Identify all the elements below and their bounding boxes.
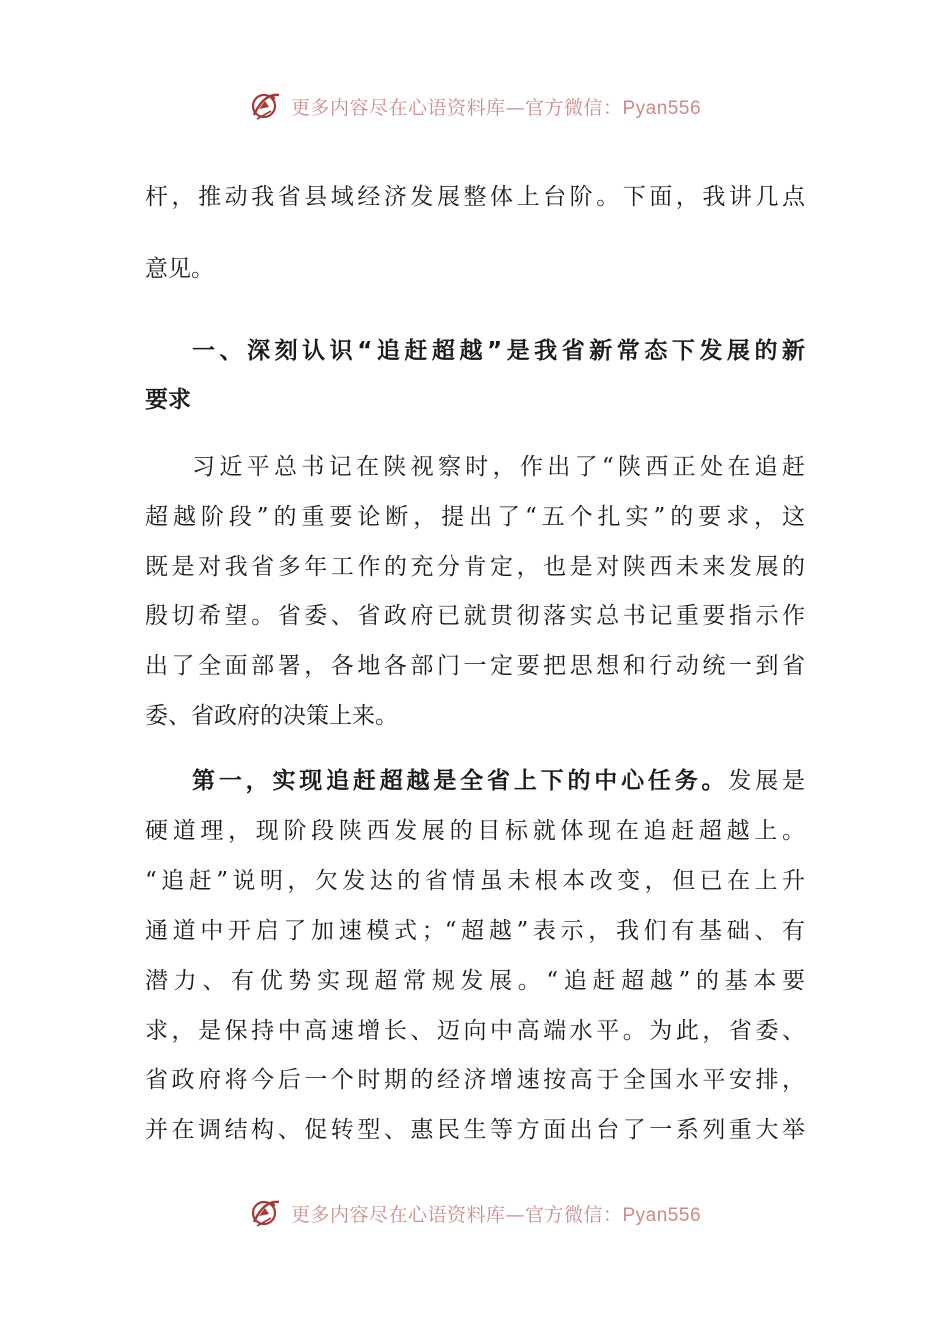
paragraph1-line-5: 出了全面部署，各地各部门一定要把思想和行动统一到省	[145, 653, 805, 679]
paragraph2-line-6: 求，是保持中高速增长、迈向中高端水平。为此，省委、	[145, 1018, 805, 1044]
paragraph2-line-8: 并在调结构、促转型、惠民生等方面出台了一系列重大举	[145, 1117, 805, 1143]
paragraph1-line-6: 委、省政府的决策上来。	[145, 703, 398, 729]
paragraph2-line-2: 硬道理，现阶段陕西发展的目标就体现在追赶超越上。	[145, 818, 805, 844]
paragraph2-line-1-rest: 发展是	[728, 768, 806, 794]
footer-banner	[0, 1193, 950, 1233]
header-banner-text	[291, 93, 701, 120]
paragraph2-line-7: 省政府将今后一个时期的经济增速按高于全国水平安排，	[145, 1067, 805, 1093]
mascot-logo-icon	[249, 89, 283, 123]
paragraph1-line-4: 殷切希望。省委、省政府已就贯彻落实总书记重要指示作	[145, 603, 805, 629]
intro-line-2: 意见。	[145, 256, 214, 282]
paragraph2-line-4: 通道中开启了加速模式；“超越”表示，我们有基础、有	[145, 918, 805, 944]
footer-banner-label: 更多内容尽在心语资料库—官方微信：	[290, 1203, 623, 1226]
paragraph1-line-2: 超越阶段”的重要论断，提出了“五个扎实”的要求，这	[145, 504, 805, 530]
header-banner-wechat: Pyan556	[622, 97, 702, 119]
section-heading-line-1: 一、深刻认识“追赶超越”是我省新常态下发展的新	[192, 338, 805, 364]
mascot-logo-icon	[249, 1196, 283, 1230]
header-banner-label: 更多内容尽在心语资料库—官方微信：	[290, 96, 623, 119]
paragraph1-line-3: 既是对我省多年工作的充分肯定，也是对陕西未来发展的	[145, 554, 805, 580]
footer-banner-text	[291, 1200, 701, 1227]
paragraph2-line-3: “追赶”说明，欠发达的省情虽未根本改变，但已在上升	[145, 868, 805, 894]
intro-line-1: 杆，推动我省县域经济发展整体上台阶。下面，我讲几点	[145, 184, 805, 210]
paragraph1-line-1: 习近平总书记在陕视察时，作出了“陕西正处在追赶	[192, 454, 805, 480]
header-banner	[0, 86, 950, 126]
paragraph2-line-5: 潜力、有优势实现超常规发展。“追赶超越”的基本要	[145, 968, 805, 994]
section-heading-line-2: 要求	[145, 387, 191, 413]
paragraph2-line-1	[192, 766, 805, 796]
footer-banner-wechat: Pyan556	[622, 1204, 702, 1226]
paragraph2-bold-lead: 第一，实现追赶超越是全省上下的中心任务。	[192, 768, 729, 794]
